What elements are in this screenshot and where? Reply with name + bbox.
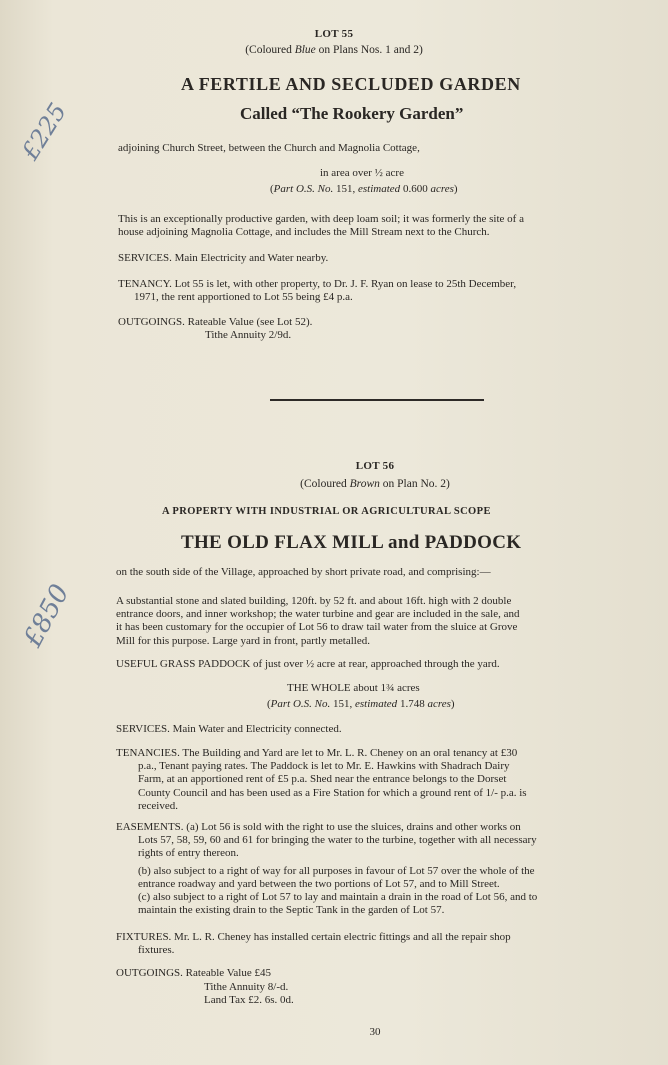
lot56-tenancies-line: TENANCIES. The Building and Yard are let to Mr. L. R. Cheney on an oral tenancy at £30 [116,747,518,759]
lot55-heading: LOT 55 [314,28,354,40]
lot55-coloured-post: on Plans Nos. 1 and 2) [315,44,423,56]
lot56-easements-line: (c) also subject to a right of Lot 57 to lay and maintain a drain in the road of Lot 56, and to [138,891,538,904]
lot56-services: SERVICES. Main Water and Electricity connected. [116,723,342,735]
lot56-outgoings-line1: OUTGOINGS. Rateable Value £45 [116,967,271,979]
lot56-description-line: it has been customary for the occupier of Lot 56 to draw tail water from the sluice at Grove [116,621,518,634]
lot56-easements-line: (b) also subject to a right of way for all purposes in favour of Lot 57 over the whole of the [138,864,535,877]
lot56-handwritten-price: £850 [18,579,76,653]
lot56-scope: A PROPERTY WITH INDUSTRIAL OR AGRICULTURAL SCOPE [162,506,491,517]
lot56-tenancies-line: received. [138,799,178,812]
lot55-part-os: (Part O.S. No. 151, estimated 0.600 acres) [270,183,458,195]
lot56-coloured-pre: (Coloured [300,478,350,490]
lot55-handwritten-price: £225 [16,98,73,165]
lot55-estimated-value: 0.600 [400,183,431,195]
lot56-fixtures-line1: FIXTURES. Mr. L. R. Cheney has installed certain electric fittings and all the repair shop [116,931,511,943]
lot56-easements-line: entrance roadway and yard between the two portions of Lot 57, and to Mill Street. [138,877,500,890]
lot56-tenancies-line: County Council and has been used as a Fire Station for which a ground rent of 1/- p.a. is [138,786,527,799]
lot55-outgoings-line1: OUTGOINGS. Rateable Value (see Lot 52). [118,316,313,328]
lot55-part-os-label: Part O.S. No. [273,183,334,195]
lot56-acres-label: acres [427,698,451,710]
lot56-estimated-value: 1.748 [397,698,428,710]
lot55-description-line1: This is an exceptionally productive garden, with deep loam soil; it was formerly the site of a [118,213,524,225]
lot56-paddock: USEFUL GRASS PADDOCK of just over ½ acre at rear, approached through the yard. [116,658,500,670]
lot55-subtitle: Called “The Rookery Garden” [240,104,464,123]
lot56-coloured-note [0,478,668,490]
lot55-outgoings-line2: Tithe Annuity 2/9d. [205,329,292,341]
lot55-part-os-value: 151, [333,183,359,195]
lot56-easements-line: Lots 57, 58, 59, 60 and 61 for bringing the water to the turbine, together with all necessary [138,834,537,847]
lot55-tenancy-line2: 1971, the rent apportioned to Lot 55 being £4 p.a. [134,291,353,303]
lot55-coloured-note [0,44,668,56]
lot56-estimated-label: estimated [355,698,398,710]
lot56-fixtures-line2: fixtures. [138,944,175,956]
lot56-title: THE OLD FLAX MILL and PADDOCK [181,532,522,553]
lot56-part-os-label: Part O.S. No. [270,698,331,710]
lot56-description-line: entrance doors, and inner workshop; the water turbine and gear are included in the sale, and [116,608,520,621]
lot56-coloured-post: on Plan No. 2) [379,478,450,490]
section-divider [270,399,484,401]
lot55-location: adjoining Church Street, between the Church and Magnolia Cottage, [118,142,420,154]
lot55-description-line2: house adjoining Magnolia Cottage, and includes the Mill Stream next to the Church. [118,226,490,238]
lot55-acres-label: acres [430,183,454,195]
lot55-title: A FERTILE AND SECLUDED GARDEN [181,74,521,94]
lot56-tenancies-line: p.a., Tenant paying rates. The Paddock is let to Mr. E. Hawkins with Shadrach Dairy [138,760,510,773]
lot56-tenancies-line: Farm, at an apportioned rent of £5 p.a. Shed near the entrance belongs to the Dorset [138,773,507,786]
lot55-services: SERVICES. Main Electricity and Water nearby. [118,252,329,264]
lot56-easements-line: rights of entry thereon. [138,847,239,860]
lot55-tenancy-line1: TENANCY. Lot 55 is let, with other property, to Dr. J. F. Ryan on lease to 25th December, [118,278,517,290]
lot56-location: on the south side of the Village, approached by short private road, and comprising:— [116,566,491,578]
lot56-heading: LOT 56 [355,460,395,472]
lot55-coloured-color: Blue [294,44,316,56]
lot56-description-line: Mill for this purpose. Large yard in front, partly metalled. [116,634,370,647]
lot56-easements-line: maintain the existing drain to the Septic Tank in the garden of Lot 57. [138,904,445,917]
lot56-whole: THE WHOLE about 1¾ acres [287,682,420,694]
lot56-description-line: A substantial stone and slated building, 120ft. by 52 ft. and about 16ft. high with 2 double [116,595,512,607]
lot55-area: in area over ½ acre [320,167,404,179]
lot56-part-os: (Part O.S. No. 151, estimated 1.748 acres) [267,698,455,710]
lot56-outgoings-line2: Tithe Annuity 8/-d. [204,981,289,993]
lot56-easements [116,821,537,917]
lot56-outgoings-line3: Land Tax £2. 6s. 0d. [204,994,294,1006]
lot56-coloured-color: Brown [349,478,380,490]
page-number: 30 [369,1026,381,1038]
lot55-estimated-label: estimated [358,183,401,195]
lot56-part-os-value: 151, [330,698,356,710]
lot56-tenancies [116,747,527,813]
lot56-description [116,595,520,648]
lot55-coloured-pre: (Coloured [245,44,295,56]
lot56-easements-line: EASEMENTS. (a) Lot 56 is sold with the right to use the sluices, drains and other works on [116,821,521,833]
